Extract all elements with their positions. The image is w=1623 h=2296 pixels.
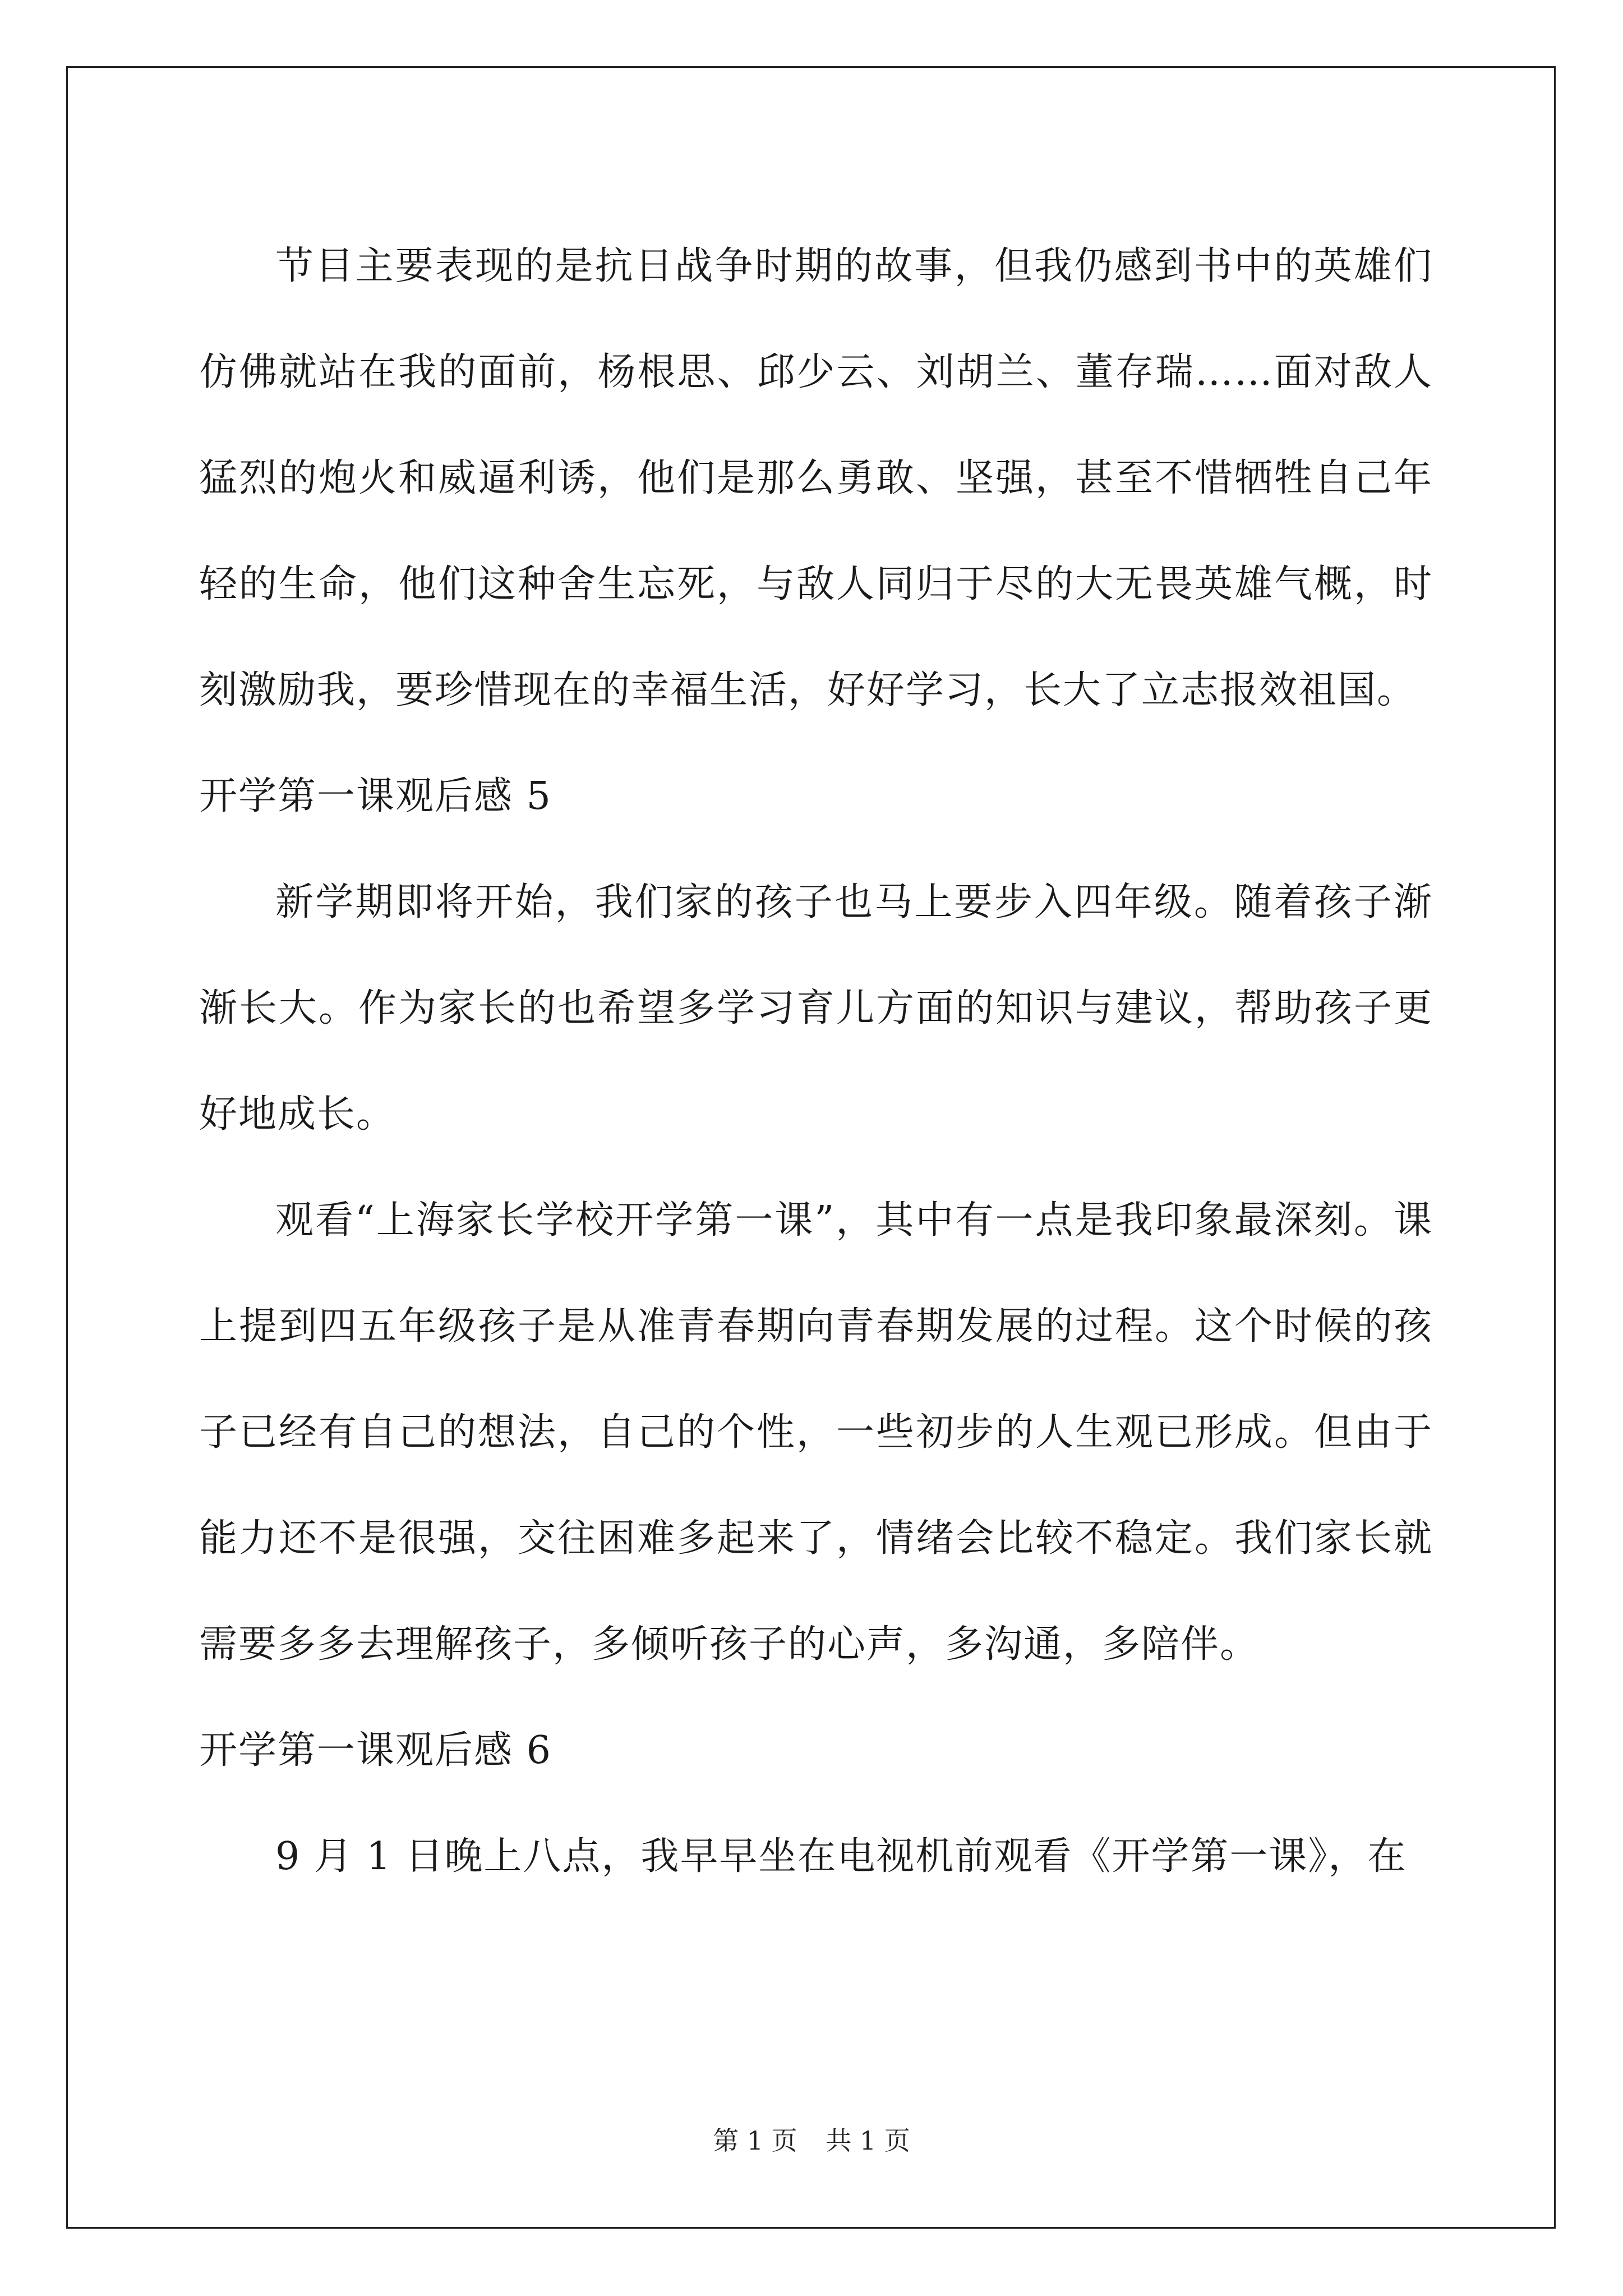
section-heading-6: 开学第一课观后感 6 <box>199 1728 552 1773</box>
paragraph-new-semester: 新学期即将开始，我们家的孩子也马上要步入四年级。随着孩子渐渐长大。作为家长的也希望多学习育儿方面的知识与建议，帮助孩子更好地成长。 <box>199 880 1433 1137</box>
paragraph-parent-school: 观看“上海家长学校开学第一课”，其中有一点是我印象最深刻。课上提到四五年级孩子是从准青春期向青春期发展的过程。这个时候的孩子已经有自己的想法，自己的个性，一些初步的人生观已形成。但由于能力还不是很强，交往困难多起来了，情绪会比较不稳定。我们家长就需要多多去理解孩子，多倾听孩子的心声，多沟通，多陪伴。 <box>199 1198 1433 1667</box>
document-body <box>199 213 1433 1910</box>
section-heading-5: 开学第一课观后感 5 <box>199 774 552 818</box>
page-number: 第 1 页 <box>713 2125 797 2156</box>
page-total: 共 1 页 <box>826 2125 910 2156</box>
paragraph-september-first: 9 月 1 日晚上八点，我早早坐在电视机前观看《开学第一课》，在 <box>275 1834 1407 1879</box>
page-footer <box>0 2120 1623 2157</box>
paragraph-heroes: 节目主要表现的是抗日战争时期的故事，但我仍感到书中的英雄们仿佛就站在我的面前，杨根思、邱少云、刘胡兰、董存瑞……面对敌人猛烈的炮火和威逼利诱，他们是那么勇敢、坚强，甚至不惜牺牲自己年轻的生命，他们这种舍生忘死，与敌人同归于尽的大无畏英雄气概，时刻激励我，要珍惜现在的幸福生活，好好学习，长大了立志报效祖国。 <box>199 244 1433 712</box>
